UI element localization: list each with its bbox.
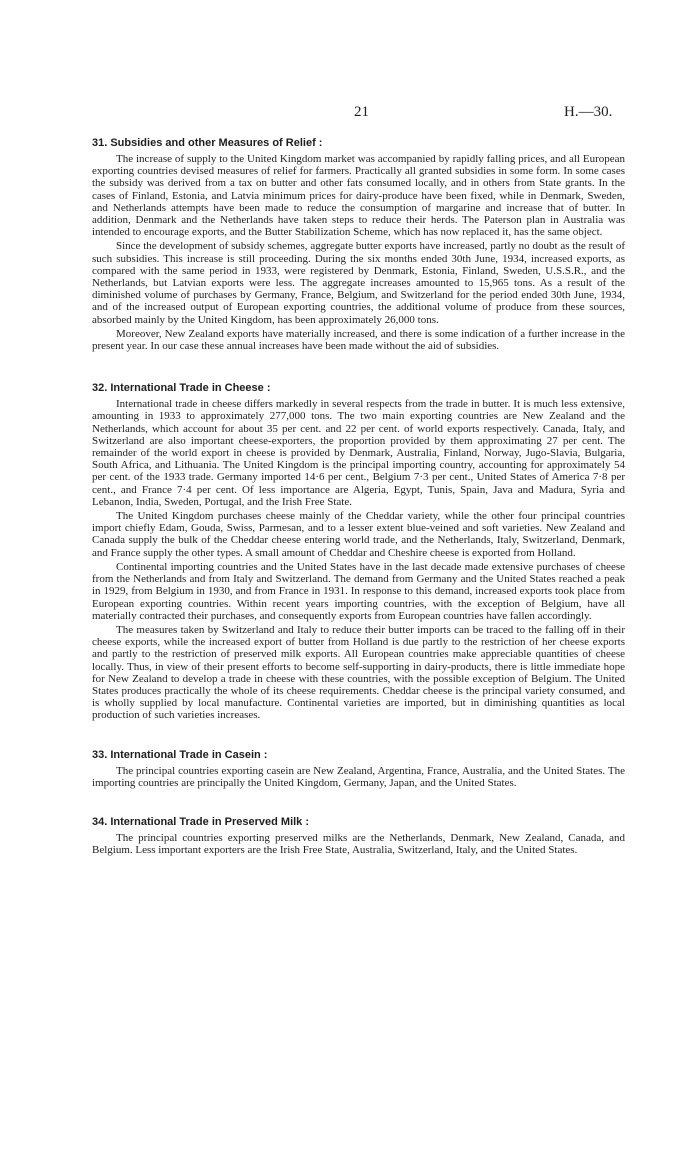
section-34-preserved-milk [92,816,625,856]
paragraph: The principal countries exporting preserved milks are the Netherlands, Denmark, New Zealand, Canada, and Belgium. Less important exporters are the Irish Free State, Australia, Switzerland, Italy, and the United States. [92,831,625,857]
document-reference: H.—30. [564,104,613,120]
section-31-subsidies [92,137,625,352]
page-header [0,104,700,124]
paragraph: The measures taken by Switzerland and Italy to reduce their butter imports can be traced to the falling off in their cheese exports, while the increased export of butter from Holland is due partly to the restriction of her cheese exports and partly to the restriction of preserved milk exports. All European countries make appreciable quantities of cheese locally. Thus, in view of their present efforts to become self-supporting in dairy-products, there is little immediate hope for New Zealand to develop a trade in cheese with these countries, with the possible exception of Belgium. The United States produces practically the whole of its cheese requirements. Cheddar cheese is the principal variety consumed, and is wholly supplied by local manufacture. Continental varieties are imported, but in diminishing quantities as local production of such varieties increases. [92,623,625,722]
section-32-cheese [92,382,625,721]
paragraph: International trade in cheese differs markedly in several respects from the trade in butter. It is much less extensive, amounting in 1933 to approximately 277,000 tons. The two main exporting countries are New Zealand and the Netherlands, which account for about 35 per cent. and 22 per cent. of world exports respectively. Canada, Italy, and Switzerland are also important cheese-exporters, the proportion provided by them approximating 27 per cent. The remainder of the world export in cheese is provided by Denmark, Australia, Finland, Norway, Jugo-Slavia, Bulgaria, South Africa, and Lithuania. The United Kingdom is the principal importing country, accounting for approximately 54 per cent. of the 1933 trade. Germany imported 14·6 per cent., Belgium 7·3 per cent., United States of America 7·8 per cent., and France 7·4 per cent. Of less importance are Algeria, Egypt, Tunis, Spain, Java and Madura, Syria and Lebanon, India, Sweden, Portugal, and the Irish Free State. [92,398,625,508]
paragraph: Continental importing countries and the United States have in the last decade made extensive purchases of cheese from the Netherlands and from Italy and Switzerland. The demand from Germany and the United States reached a peak in 1929, from Belgium in 1930, and from France in 1931. In response to this demand, increased exports took place from European exporting countries. Within recent years importing countries, with the exception of Belgium, have all materially contracted their purchases, and consequently exports from European countries have fallen accordingly. [92,560,625,622]
section-heading: 33. International Trade in Casein : [92,748,268,761]
document-body [92,137,625,858]
section-heading: 34. International Trade in Preserved Milk : [92,815,310,828]
section-33-casein [92,749,625,789]
page-number: 21 [354,104,369,120]
paragraph: The United Kingdom purchases cheese mainly of the Cheddar variety, while the other four principal countries import chiefly Edam, Gouda, Swiss, Parmesan, and to a lesser extent blue-veined and soft varieties. New Zealand and Canada supply the bulk of the Cheddar cheese entering world trade, and the Netherlands, Italy, Switzerland, Denmark, and France supply the other types. A small amount of Cheddar and Cheshire cheese is exported from Holland. [92,510,625,559]
paragraph: The principal countries exporting casein are New Zealand, Argentina, France, Australia, and the United States. The importing countries are principally the United Kingdom, Germany, Japan, and the United States. [92,764,625,789]
section-heading: 32. International Trade in Cheese : [92,382,271,395]
section-heading: 31. Subsidies and other Measures of Relief : [92,137,323,149]
paragraph: Moreover, New Zealand exports have materially increased, and there is some indication of a further increase in the present year. In our case these annual increases have been made without the aid of subsidies. [92,327,625,353]
paragraph: The increase of supply to the United Kingdom market was accompanied by rapidly falling prices, and all European exporting countries devised measures of relief for farmers. Practically all granted subsidies in some form. In some cases the subsidy was derived from a tax on butter and other fats consumed locally, and in others from State grants. In the cases of Finland, Estonia, and Latvia minimum prices for dairy-produce have been fixed, while in Denmark, Sweden, and Netherlands attempts have been made to reduce the consumption of margarine and increase that of butter. In addition, Denmark and the Netherlands have taken steps to reduce their herds. The Paterson plan in Australia was intended to encourage exports, and the Butter Stabilization Scheme, which has now replaced it, has the same object. [92,153,625,239]
paragraph: Since the development of subsidy schemes, aggregate butter exports have increased, partly no doubt as the result of such subsidies. This increase is still proceeding. During the six months ended 30th June, 1934, increased exports, as compared with the same period in 1933, were registered by Denmark, Estonia, Finland, Sweden, U.S.S.R., and the Netherlands, but Latvian exports were less. The aggregate increases amounted to 15,965 tons. As a result of the diminished volume of purchases by Germany, France, Belgium, and Switzerland for the period ended 30th June, 1934, and of the increased output of European exporting countries, the additional volume of produce from these sources, absorbed mainly by the United Kingdom, has been approximately 26,000 tons. [92,240,625,326]
